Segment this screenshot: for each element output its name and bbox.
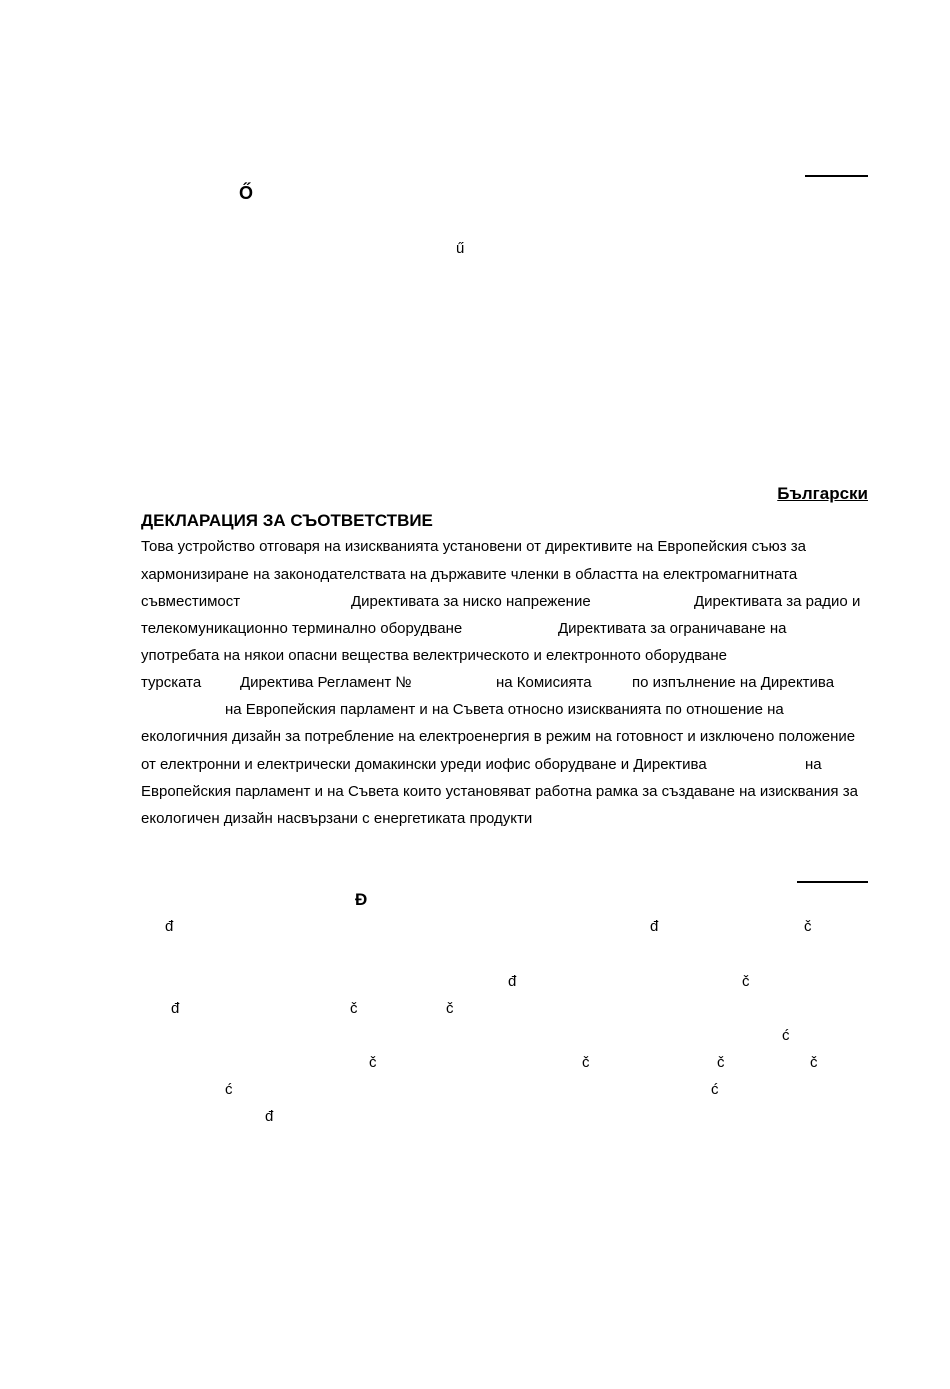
bottom-glyph-5: č (742, 973, 750, 990)
bottom-glyph-7: č (350, 1000, 358, 1017)
bottom-glyph-4: đ (508, 973, 517, 990)
body-line-3b: Директивата за ниско напрежение (351, 593, 591, 610)
body-line-10: Европейския парламент и на Съвета които установяват работна рамка за създаване на изисквания за (141, 783, 858, 800)
body-line-4a: телекомуникационно терминално оборудване (141, 620, 463, 637)
body-line-4b: Директивата за ограничаване на (558, 620, 787, 637)
bottom-glyph-14: ć (225, 1081, 233, 1098)
bottom-glyph-15: ć (711, 1081, 719, 1098)
body-line-11: екологичен дизайн насвързани с енергетиката продукти (141, 810, 533, 827)
body-line-3c: Директивата за радио и (694, 593, 861, 610)
body-line-6b: Директива Регламент № (240, 674, 412, 691)
bottom-glyph-1: đ (165, 918, 174, 935)
bottom-bold-glyph: Đ (355, 890, 368, 909)
bottom-glyph-10: č (369, 1054, 377, 1071)
body-line-6c: на Комисията (496, 674, 592, 691)
bottom-glyph-16: đ (265, 1108, 274, 1125)
bottom-glyph-9: ć (782, 1027, 790, 1044)
language-label: Български (777, 484, 868, 503)
body-line-8: екологичния дизайн за потребление на електроенергия в режим на готовност и изключено положение (141, 728, 856, 745)
top-bold-glyph: Ő (239, 183, 254, 203)
bottom-glyph-13: č (810, 1054, 818, 1071)
bottom-glyph-8: č (446, 1000, 454, 1017)
body-line-5: употребата на някои опасни вещества велектрическото и електронното оборудване (141, 647, 727, 664)
body-line-9a: от електронни и електрически домакински уреди иофис оборудване и Директива (141, 756, 707, 773)
body-line-1: Това устройство отговаря на изискванията установени от директивите на Европейския съюз за (141, 538, 806, 555)
bottom-glyph-12: č (717, 1054, 725, 1071)
body-line-2: хармонизиране на законодателствата на държавите членки в областта на електромагнитната (141, 566, 798, 583)
body-line-7: на Европейския парламент и на Съвета относно изискванията по отношение на (225, 701, 784, 718)
declaration-heading: ДЕКЛАРАЦИЯ ЗА СЪОТВЕТСТВИЕ (141, 511, 433, 530)
body-line-6d: по изпълнение на Директива (632, 674, 835, 691)
bottom-rule (797, 881, 868, 883)
top-small-glyph: ű (456, 240, 465, 257)
bottom-glyph-2: đ (650, 918, 659, 935)
body-line-9b: на (805, 756, 822, 773)
bottom-glyph-6: đ (171, 1000, 180, 1017)
bottom-glyph-11: č (582, 1054, 590, 1071)
body-line-6a: турската (141, 674, 202, 691)
top-rule (805, 175, 868, 177)
body-line-3a: съвместимост (141, 593, 241, 610)
bottom-glyph-3: č (804, 918, 812, 935)
